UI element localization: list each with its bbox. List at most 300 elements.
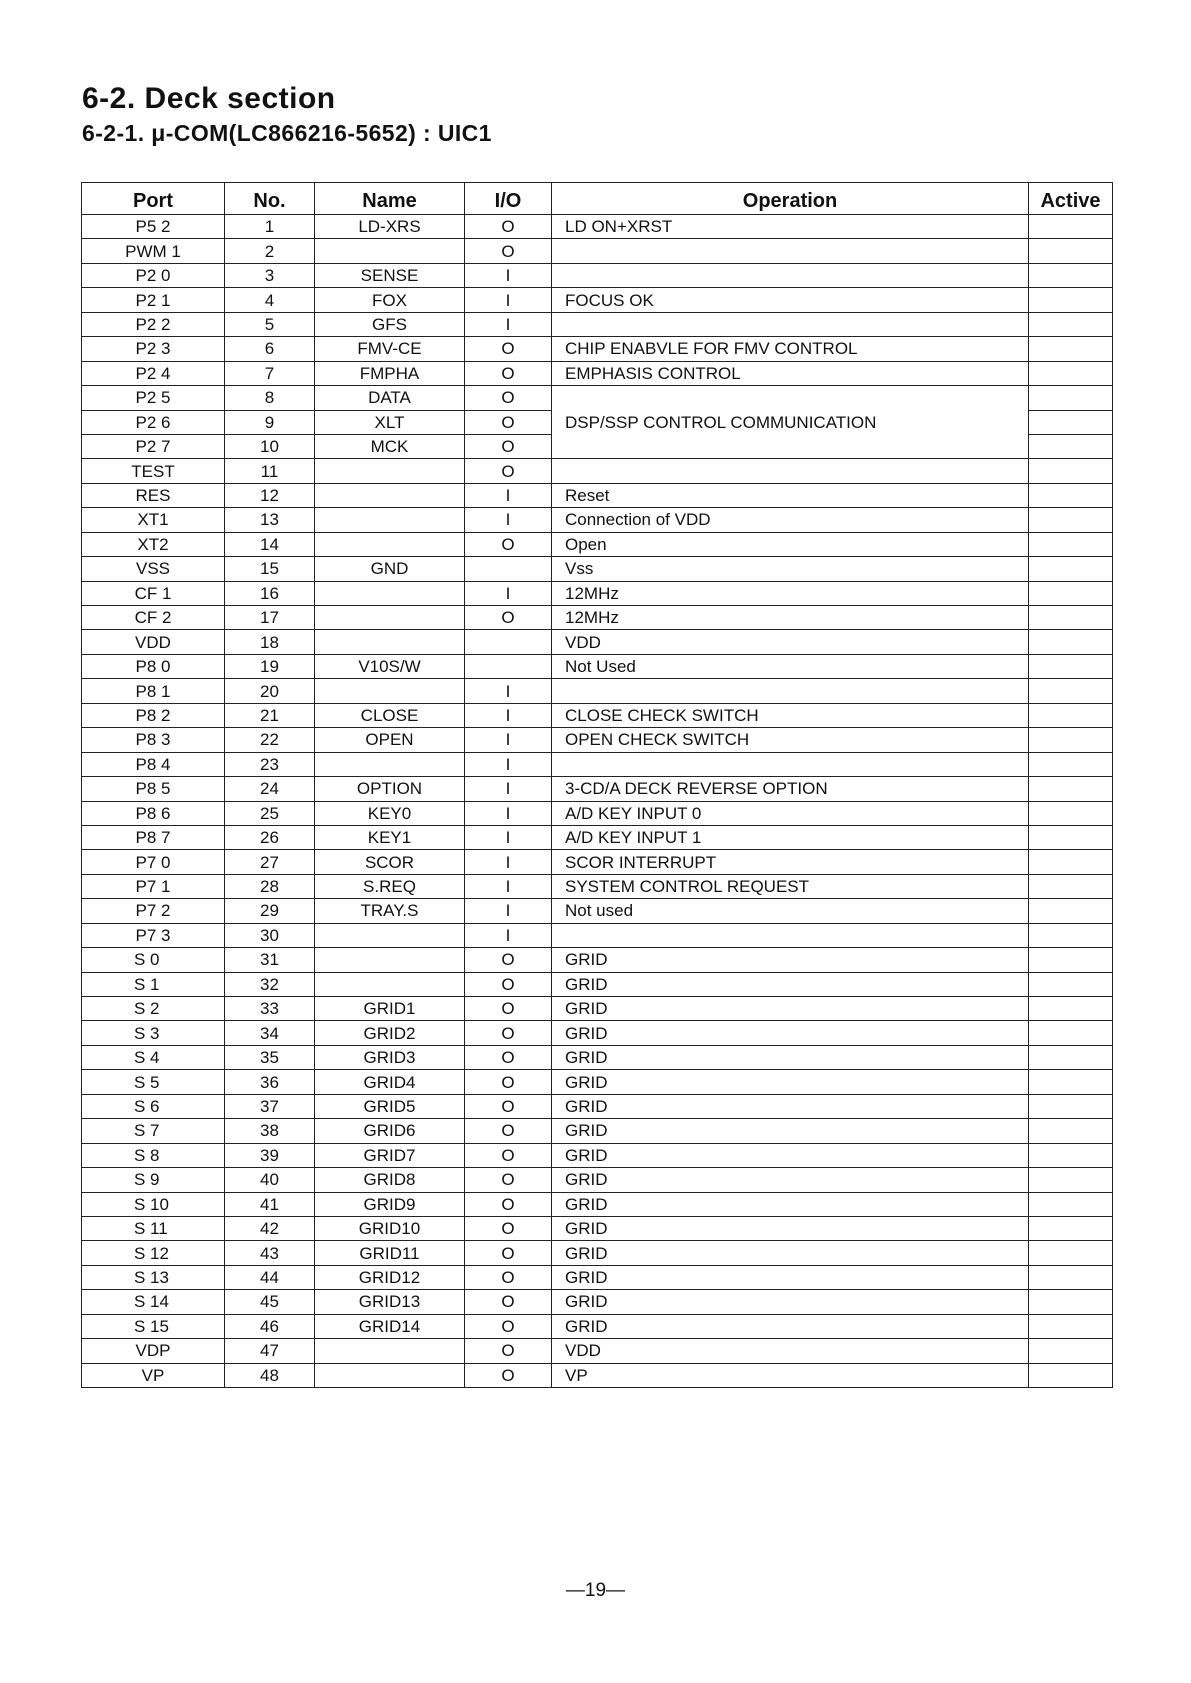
pin-number-cell: 14 (225, 532, 315, 556)
pin-number-cell: 47 (225, 1339, 315, 1363)
table-row (82, 679, 1113, 703)
io-cell: O (465, 1192, 552, 1216)
io-cell (465, 557, 552, 581)
active-cell (1029, 557, 1113, 581)
active-cell (1029, 1045, 1113, 1069)
operation-cell: SYSTEM CONTROL REQUEST (552, 874, 1029, 898)
pin-name-cell: GND (315, 557, 465, 581)
io-cell: O (465, 239, 552, 263)
active-cell (1029, 606, 1113, 630)
active-cell (1029, 337, 1113, 361)
pin-number-cell: 25 (225, 801, 315, 825)
operation-cell: GRID (552, 1314, 1029, 1338)
operation-cell: GRID (552, 1021, 1029, 1045)
io-cell: I (465, 874, 552, 898)
io-cell: O (465, 1045, 552, 1069)
operation-cell: GRID (552, 1143, 1029, 1167)
header-active: Active (1029, 183, 1113, 215)
port-cell: S 7 (82, 1119, 225, 1143)
table-row (82, 239, 1113, 263)
io-cell: O (465, 1094, 552, 1118)
active-cell (1029, 459, 1113, 483)
pin-number-cell: 34 (225, 1021, 315, 1045)
pin-number-cell: 45 (225, 1290, 315, 1314)
table-row (82, 606, 1113, 630)
io-cell: O (465, 1168, 552, 1192)
pin-number-cell: 12 (225, 483, 315, 507)
header-operation: Operation (552, 183, 1029, 215)
pin-name-cell: DATA (315, 386, 465, 410)
active-cell (1029, 752, 1113, 776)
table-row (82, 1216, 1113, 1240)
io-cell: I (465, 752, 552, 776)
pin-number-cell: 6 (225, 337, 315, 361)
pin-name-cell: SENSE (315, 263, 465, 287)
active-cell (1029, 1119, 1113, 1143)
port-cell: CF 1 (82, 581, 225, 605)
pin-number-cell: 10 (225, 434, 315, 458)
pin-name-cell (315, 630, 465, 654)
operation-cell: 3-CD/A DECK REVERSE OPTION (552, 777, 1029, 801)
operation-cell: FOCUS OK (552, 288, 1029, 312)
port-cell: XT1 (82, 508, 225, 532)
port-cell: VDD (82, 630, 225, 654)
pin-name-cell (315, 239, 465, 263)
port-cell: S 1 (82, 972, 225, 996)
operation-cell: VDD (552, 630, 1029, 654)
io-cell: O (465, 1119, 552, 1143)
port-cell: P2 3 (82, 337, 225, 361)
port-cell: P2 5 (82, 386, 225, 410)
operation-cell (552, 263, 1029, 287)
operation-cell: Connection of VDD (552, 508, 1029, 532)
port-cell: XT2 (82, 532, 225, 556)
io-cell: O (465, 361, 552, 385)
header-no: No. (225, 183, 315, 215)
pin-number-cell: 28 (225, 874, 315, 898)
active-cell (1029, 508, 1113, 532)
operation-cell: VDD (552, 1339, 1029, 1363)
pin-number-cell: 39 (225, 1143, 315, 1167)
io-cell: I (465, 703, 552, 727)
active-cell (1029, 850, 1113, 874)
table-row (82, 215, 1113, 239)
active-cell (1029, 630, 1113, 654)
active-cell (1029, 312, 1113, 336)
pin-name-cell: GRID12 (315, 1265, 465, 1289)
active-cell (1029, 1143, 1113, 1167)
io-cell: O (465, 1216, 552, 1240)
operation-cell: Not Used (552, 654, 1029, 678)
active-cell (1029, 532, 1113, 556)
pin-name-cell: GFS (315, 312, 465, 336)
io-cell (465, 654, 552, 678)
table-row (82, 263, 1113, 287)
pin-name-cell (315, 581, 465, 605)
port-cell: VP (82, 1363, 225, 1387)
pin-name-cell (315, 532, 465, 556)
table-row (82, 312, 1113, 336)
active-cell (1029, 654, 1113, 678)
active-cell (1029, 1290, 1113, 1314)
io-cell: O (465, 1363, 552, 1387)
pin-number-cell: 18 (225, 630, 315, 654)
port-cell: S 14 (82, 1290, 225, 1314)
active-cell (1029, 1216, 1113, 1240)
io-cell: I (465, 899, 552, 923)
active-cell (1029, 948, 1113, 972)
table-row (82, 923, 1113, 947)
operation-cell: CLOSE CHECK SWITCH (552, 703, 1029, 727)
port-cell: S 15 (82, 1314, 225, 1338)
active-cell (1029, 581, 1113, 605)
active-cell (1029, 1021, 1113, 1045)
table-row (82, 1168, 1113, 1192)
operation-cell: LD ON+XRST (552, 215, 1029, 239)
operation-cell: CHIP ENABVLE FOR FMV CONTROL (552, 337, 1029, 361)
pin-number-cell: 5 (225, 312, 315, 336)
pin-number-cell: 4 (225, 288, 315, 312)
pin-number-cell: 43 (225, 1241, 315, 1265)
operation-cell (552, 923, 1029, 947)
pin-name-cell: XLT (315, 410, 465, 434)
table-row (82, 630, 1113, 654)
active-cell (1029, 386, 1113, 410)
io-cell: I (465, 679, 552, 703)
pin-number-cell: 26 (225, 825, 315, 849)
port-cell: P7 2 (82, 899, 225, 923)
pin-name-cell: LD-XRS (315, 215, 465, 239)
port-cell: P5 2 (82, 215, 225, 239)
table-row (82, 703, 1113, 727)
pin-name-cell: GRID8 (315, 1168, 465, 1192)
operation-cell: GRID (552, 1265, 1029, 1289)
port-cell: P7 0 (82, 850, 225, 874)
io-cell: O (465, 972, 552, 996)
port-cell: S 5 (82, 1070, 225, 1094)
port-cell: P7 3 (82, 923, 225, 947)
io-cell: I (465, 728, 552, 752)
active-cell (1029, 997, 1113, 1021)
active-cell (1029, 410, 1113, 434)
pin-number-cell: 11 (225, 459, 315, 483)
pin-number-cell: 32 (225, 972, 315, 996)
table-header-row (82, 183, 1113, 215)
operation-cell: DSP/SSP CONTROL COMMUNICATION (552, 386, 1029, 459)
io-cell: O (465, 997, 552, 1021)
pin-number-cell: 1 (225, 215, 315, 239)
pin-number-cell: 40 (225, 1168, 315, 1192)
active-cell (1029, 215, 1113, 239)
pin-name-cell: OPEN (315, 728, 465, 752)
port-cell: S 13 (82, 1265, 225, 1289)
header-name: Name (315, 183, 465, 215)
pin-name-cell: FOX (315, 288, 465, 312)
pin-number-cell: 3 (225, 263, 315, 287)
port-cell: S 2 (82, 997, 225, 1021)
io-cell: I (465, 508, 552, 532)
port-cell: S 12 (82, 1241, 225, 1265)
io-cell: I (465, 312, 552, 336)
operation-cell (552, 312, 1029, 336)
port-cell: S 0 (82, 948, 225, 972)
operation-cell: GRID (552, 1241, 1029, 1265)
operation-cell: Not used (552, 899, 1029, 923)
table-row (82, 1363, 1113, 1387)
table-row (82, 361, 1113, 385)
pin-name-cell (315, 483, 465, 507)
pin-number-cell: 24 (225, 777, 315, 801)
pin-number-cell: 33 (225, 997, 315, 1021)
active-cell (1029, 434, 1113, 458)
io-cell: I (465, 825, 552, 849)
port-cell: PWM 1 (82, 239, 225, 263)
port-cell: S 8 (82, 1143, 225, 1167)
io-cell: O (465, 1021, 552, 1045)
port-cell: P2 2 (82, 312, 225, 336)
operation-cell: A/D KEY INPUT 1 (552, 825, 1029, 849)
io-cell: I (465, 483, 552, 507)
table-row (82, 1265, 1113, 1289)
active-cell (1029, 874, 1113, 898)
active-cell (1029, 1192, 1113, 1216)
pin-number-cell: 46 (225, 1314, 315, 1338)
port-cell: S 11 (82, 1216, 225, 1240)
pin-name-cell: GRID6 (315, 1119, 465, 1143)
pin-name-cell: OPTION (315, 777, 465, 801)
table-row (82, 1290, 1113, 1314)
port-cell: P8 2 (82, 703, 225, 727)
pin-number-cell: 17 (225, 606, 315, 630)
operation-cell (552, 752, 1029, 776)
pin-number-cell: 30 (225, 923, 315, 947)
io-cell: I (465, 850, 552, 874)
table-row (82, 825, 1113, 849)
table-row (82, 532, 1113, 556)
pin-number-cell: 2 (225, 239, 315, 263)
active-cell (1029, 263, 1113, 287)
io-cell: I (465, 288, 552, 312)
table-row (82, 972, 1113, 996)
operation-cell: 12MHz (552, 606, 1029, 630)
page-number: —19— (565, 1580, 626, 1601)
io-cell: O (465, 948, 552, 972)
active-cell (1029, 1363, 1113, 1387)
pin-number-cell: 48 (225, 1363, 315, 1387)
operation-cell (552, 239, 1029, 263)
pin-name-cell: FMPHA (315, 361, 465, 385)
active-cell (1029, 1339, 1113, 1363)
table-row (82, 483, 1113, 507)
pin-name-cell: GRID13 (315, 1290, 465, 1314)
active-cell (1029, 1070, 1113, 1094)
active-cell (1029, 923, 1113, 947)
table-body (82, 215, 1113, 1388)
io-cell: O (465, 1265, 552, 1289)
port-cell: P8 0 (82, 654, 225, 678)
operation-cell: GRID (552, 1119, 1029, 1143)
operation-cell: Vss (552, 557, 1029, 581)
pin-function-table (81, 182, 1113, 1388)
operation-cell: GRID (552, 972, 1029, 996)
pin-name-cell: V10S/W (315, 654, 465, 678)
port-cell: P8 6 (82, 801, 225, 825)
header-port: Port (82, 183, 225, 215)
pin-number-cell: 8 (225, 386, 315, 410)
operation-cell: GRID (552, 1192, 1029, 1216)
pin-name-cell: GRID14 (315, 1314, 465, 1338)
pin-name-cell (315, 459, 465, 483)
pin-name-cell: GRID7 (315, 1143, 465, 1167)
pin-name-cell: TRAY.S (315, 899, 465, 923)
table-row (82, 1339, 1113, 1363)
pin-name-cell (315, 972, 465, 996)
active-cell (1029, 728, 1113, 752)
active-cell (1029, 801, 1113, 825)
table-row (82, 777, 1113, 801)
operation-cell: EMPHASIS CONTROL (552, 361, 1029, 385)
pin-number-cell: 38 (225, 1119, 315, 1143)
pin-name-cell: GRID9 (315, 1192, 465, 1216)
port-cell: P7 1 (82, 874, 225, 898)
operation-cell: SCOR INTERRUPT (552, 850, 1029, 874)
table-row (82, 508, 1113, 532)
pin-number-cell: 37 (225, 1094, 315, 1118)
active-cell (1029, 483, 1113, 507)
io-cell: O (465, 337, 552, 361)
pin-name-cell (315, 752, 465, 776)
io-cell: O (465, 1070, 552, 1094)
subsection-title: 6-2-1. μ-COM(LC866216-5652) : UIC1 (82, 120, 492, 146)
table-row (82, 1241, 1113, 1265)
pin-number-cell: 23 (225, 752, 315, 776)
table-row (82, 386, 1113, 410)
table-row (82, 1143, 1113, 1167)
active-cell (1029, 703, 1113, 727)
pin-name-cell: GRID11 (315, 1241, 465, 1265)
operation-cell: Reset (552, 483, 1029, 507)
operation-cell: 12MHz (552, 581, 1029, 605)
port-cell: P8 4 (82, 752, 225, 776)
pin-number-cell: 35 (225, 1045, 315, 1069)
table-row (82, 899, 1113, 923)
port-cell: VSS (82, 557, 225, 581)
operation-cell (552, 679, 1029, 703)
pin-name-cell (315, 679, 465, 703)
operation-cell: GRID (552, 1216, 1029, 1240)
port-cell: TEST (82, 459, 225, 483)
table-row (82, 1119, 1113, 1143)
port-cell: VDP (82, 1339, 225, 1363)
io-cell: O (465, 215, 552, 239)
pin-name-cell (315, 923, 465, 947)
active-cell (1029, 239, 1113, 263)
pin-number-cell: 22 (225, 728, 315, 752)
operation-cell: Open (552, 532, 1029, 556)
pin-name-cell (315, 1363, 465, 1387)
pin-name-cell: GRID3 (315, 1045, 465, 1069)
pin-number-cell: 31 (225, 948, 315, 972)
operation-cell: OPEN CHECK SWITCH (552, 728, 1029, 752)
io-cell: I (465, 777, 552, 801)
active-cell (1029, 899, 1113, 923)
io-cell: O (465, 459, 552, 483)
pin-number-cell: 20 (225, 679, 315, 703)
pin-name-cell: GRID5 (315, 1094, 465, 1118)
port-cell: P8 3 (82, 728, 225, 752)
operation-cell: A/D KEY INPUT 0 (552, 801, 1029, 825)
table-row (82, 459, 1113, 483)
port-cell: P2 4 (82, 361, 225, 385)
table-row (82, 288, 1113, 312)
port-cell: S 10 (82, 1192, 225, 1216)
pin-name-cell: GRID10 (315, 1216, 465, 1240)
operation-cell: VP (552, 1363, 1029, 1387)
operation-cell: GRID (552, 1094, 1029, 1118)
pin-number-cell: 16 (225, 581, 315, 605)
table-row (82, 801, 1113, 825)
active-cell (1029, 972, 1113, 996)
pin-name-cell: KEY0 (315, 801, 465, 825)
io-cell: I (465, 801, 552, 825)
pin-name-cell (315, 508, 465, 532)
active-cell (1029, 1314, 1113, 1338)
table-row (82, 1070, 1113, 1094)
io-cell: O (465, 532, 552, 556)
pin-number-cell: 9 (225, 410, 315, 434)
active-cell (1029, 1094, 1113, 1118)
table-row (82, 1192, 1113, 1216)
port-cell: S 9 (82, 1168, 225, 1192)
active-cell (1029, 825, 1113, 849)
io-cell: O (465, 386, 552, 410)
io-cell: O (465, 1143, 552, 1167)
pin-name-cell: GRID4 (315, 1070, 465, 1094)
pin-number-cell: 29 (225, 899, 315, 923)
port-cell: RES (82, 483, 225, 507)
pin-name-cell (315, 948, 465, 972)
port-cell: CF 2 (82, 606, 225, 630)
table-row (82, 1314, 1113, 1338)
pin-name-cell (315, 1339, 465, 1363)
port-cell: P2 6 (82, 410, 225, 434)
port-cell: P2 7 (82, 434, 225, 458)
pin-name-cell: FMV-CE (315, 337, 465, 361)
table-row (82, 997, 1113, 1021)
operation-cell: GRID (552, 1045, 1029, 1069)
table-row (82, 948, 1113, 972)
table-row (82, 1045, 1113, 1069)
port-cell: S 6 (82, 1094, 225, 1118)
io-cell: O (465, 1241, 552, 1265)
operation-cell: GRID (552, 948, 1029, 972)
active-cell (1029, 361, 1113, 385)
pin-name-cell: SCOR (315, 850, 465, 874)
pin-name-cell: KEY1 (315, 825, 465, 849)
active-cell (1029, 288, 1113, 312)
operation-cell: GRID (552, 997, 1029, 1021)
pin-number-cell: 42 (225, 1216, 315, 1240)
table-row (82, 654, 1113, 678)
pin-name-cell (315, 606, 465, 630)
table-row (82, 850, 1113, 874)
port-cell: P8 5 (82, 777, 225, 801)
active-cell (1029, 777, 1113, 801)
table-row (82, 581, 1113, 605)
port-cell: P2 1 (82, 288, 225, 312)
pin-number-cell: 21 (225, 703, 315, 727)
active-cell (1029, 1265, 1113, 1289)
